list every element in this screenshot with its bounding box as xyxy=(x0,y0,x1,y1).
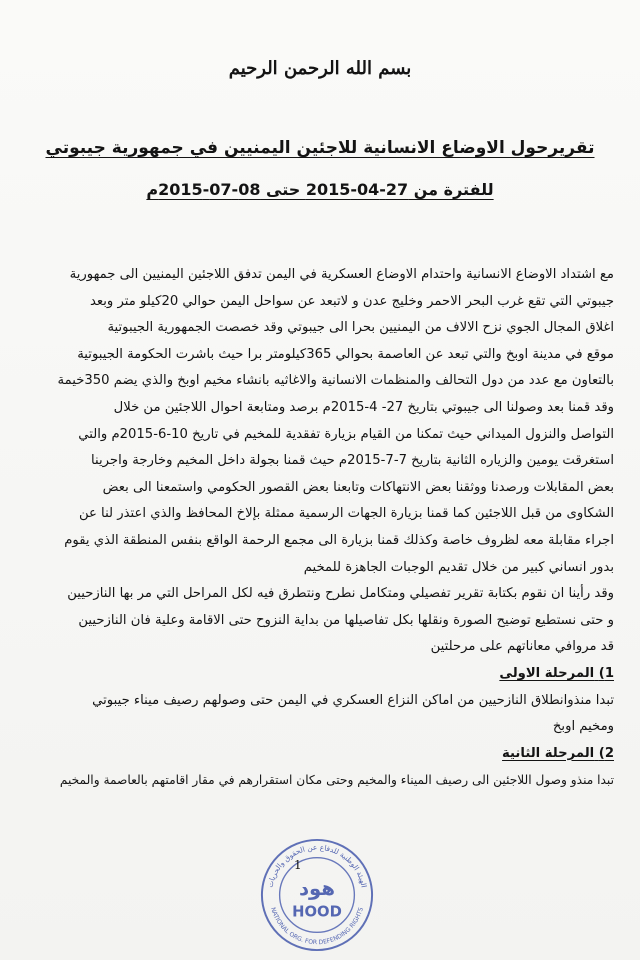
stage-one-heading xyxy=(18,661,614,688)
report-period: للفترة من 27-04-2015 حتى 08-07-2015م xyxy=(146,180,494,199)
stamp-arabic-ring: الهيئة الوطنية للدفاع عن الحقوق والحريات xyxy=(265,842,369,889)
text-line: اغلاق المجال الجوي نزح الالاف من اليمنيين بحرا الى جيبوتي وقد خصصت الجمهورية الجيبوتية xyxy=(107,320,614,336)
text-line: تبدا منذوانطلاق النازحيين من اماكن النزاع العسكري في اليمن حتى وصولهم رصيف ميناء جيبوتي xyxy=(92,692,614,708)
text-line: تبدا منذو وصول اللاجئين الى رصيف الميناء والمخيم وحتى مكان استقرارهم في مقار اقامتهم بالعاصمة والمخيم xyxy=(59,773,614,788)
stage-two-heading xyxy=(18,741,614,768)
page-number: 1 xyxy=(294,858,302,872)
text-line: وقد رأينا ان نقوم بكتابة تقرير تفصيلي ومتكامل نطرح ونتطرق فيه لكل المراحل التي مر بها النازحيين xyxy=(67,586,614,602)
stage-one xyxy=(18,661,614,741)
text-line: موقع في مدينة اوبخ والتي تبعد عن العاصمة بحوالي 365كيلومتر برا حيث باشرت الحكومة الجيبوتية xyxy=(77,346,614,362)
stage-one-title: المرحلة الاولى xyxy=(499,665,595,681)
text-line: قد مروافي معاناتهم على مرحلتين xyxy=(430,639,614,655)
stamp-english-ring: NATIONAL ORG. FOR DEFENDING RIGHTS xyxy=(269,906,365,947)
text-line: بدور انساني كبير من خلال تقديم الوجبات الجاهزة للمخيم xyxy=(303,559,614,575)
text-line: و حتى نستطيع توضيح الصورة ونقلها بكل تفاصيلها من بداية النزوح حتى الاقامة وعلية فان النازحيين xyxy=(78,612,614,628)
stamp-logo-number: HOOD xyxy=(292,903,342,921)
text-line: وقد قمنا بعد وصولنا الى جيبوتي بتاريخ 27- 4-2015م برصد ومتابعة احوال اللاجئين من خلال xyxy=(113,399,614,415)
text-line: اجراء مقابلة معه لظروف خاصة وكذلك قمنا بزيارة الى مجمع الرحمة الواقع بنفس المنطقة الذي يقوم xyxy=(64,532,614,548)
stage-two-number: 2) xyxy=(598,745,614,761)
stage-two-title: المرحلة الثانية xyxy=(502,745,595,761)
plan-paragraph xyxy=(18,581,614,661)
text-line: بعض المقابلات ورصدنا ووثقنا بعض الانتهاكات وتابعنا بعض القصور الحكومي واستمعنا الى بعض xyxy=(102,479,614,495)
organization-stamp xyxy=(258,836,376,954)
report-title: تقريرحول الاوضاع الانسانية للاجئين اليمنيين في جمهورية جيبوتي xyxy=(45,138,595,158)
text-line: جيبوتي التي تقع غرب البحر الاحمر وخليج عدن و لاتبعد عن سواحل اليمن حوالي 20كيلو متر وبعد xyxy=(89,293,614,309)
basmala-heading: بسم الله الرحمن الرحيم xyxy=(228,58,412,79)
stage-one-number: 1) xyxy=(598,665,614,681)
text-line: بالتعاون مع عدد من دول التحالف والمنظمات الانسانية والاغاثيه بانشاء مخيم اوبخ والذي يضم 350خيمة xyxy=(57,373,614,389)
text-line: استغرقت يومين والزياره الثانية بتاريخ 7-7-2015م حيث قمنا بجولة داخل المخيم وخارجة واجرينا xyxy=(90,453,614,469)
text-line: مع اشتداد الاوضاع الانسانية واحتدام الاوضاع العسكرية في اليمن تدفق اللاجئين اليمنيين الى جمهورية xyxy=(69,267,614,282)
report-body xyxy=(18,262,614,794)
stage-two xyxy=(18,741,614,794)
stamp-logo-text: هود xyxy=(298,877,336,900)
text-line: الشكاوى من قبل اللاجئين كما قمنا بزيارة الجهات الرسمية ممثلة بإلاخ المحافظ والذي اعتذر لنا عن xyxy=(78,506,614,522)
intro-paragraph xyxy=(18,262,614,581)
text-line: ومخيم اوبخ xyxy=(552,719,614,735)
text-line: التواصل والنزول الميداني حيث تمكنا من القيام بزيارة تفقدية للمخيم في تاريخ 10-6-2015م والتي xyxy=(78,426,614,442)
